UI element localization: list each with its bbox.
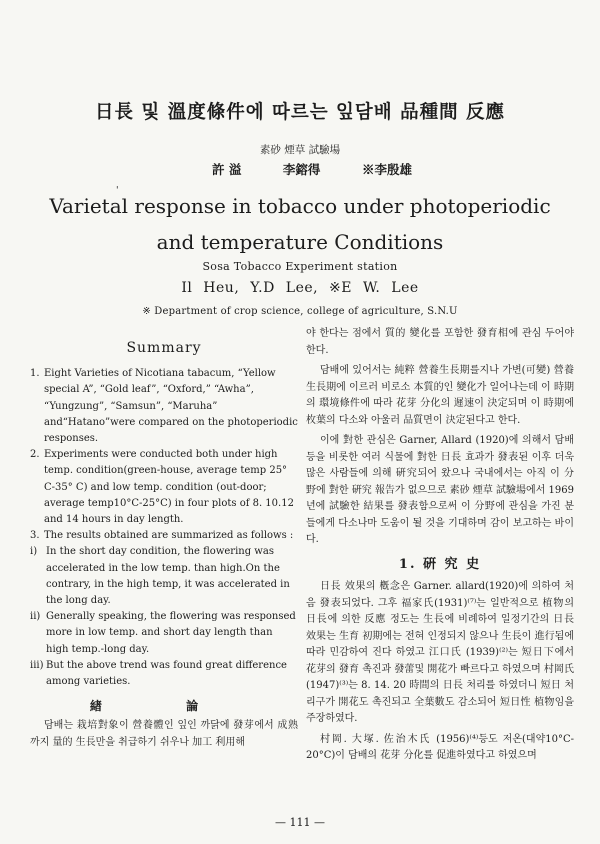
paragraph: 담배에 있어서는 純粹 營養生長期를지나 가변(可變) 營養生長期에 이르러 비로소 本質的인 變化가 일어나는데 이 時期의 環境條件에 따라 花芽 分化의 遲速이 決定되며 이 時期에 枚葉의 다소와 아울러 品質면이 決定된다고 한다. <box>306 365 574 426</box>
item-number: ii) <box>30 611 41 623</box>
affiliation-korean: 素砂 煙草 試驗場 <box>259 144 341 156</box>
author-1: 許 溢 <box>212 162 242 177</box>
list-item <box>30 658 298 690</box>
item-text: The results obtained are summarized as follows : <box>44 530 294 542</box>
right-column <box>306 326 574 769</box>
paragraph: 村岡. 大塚. 佐治木氏 (1956)⁽⁴⁾등도 저온(대약10°C-20°C)이 담배의 花芽 分化를 促進하였다고 하였으며 <box>306 733 574 761</box>
list-item <box>30 447 298 528</box>
item-number: iii) <box>30 659 44 671</box>
list-item <box>30 544 298 609</box>
title-english-line2: and temperature Conditions <box>156 230 444 254</box>
results-list <box>30 544 298 690</box>
authors-korean <box>212 160 412 178</box>
department-english: ※ Department of crop science, college of agriculture, S.N.U <box>142 306 458 317</box>
paragraph-continued: 야 한다는 점에서 質的 變化를 포함한 發育相에 관심 두어야 한다. <box>306 328 574 356</box>
corner-mark: ' <box>116 186 119 196</box>
item-text: In the short day condition, the flowering was accelerated in the low temp. than high.On the contrary, in the high temp, it was accelerated in the long day. <box>46 546 290 607</box>
title-english-line1: Varietal response in tobacco under photoperiodic <box>49 194 551 218</box>
authors-english: Il Heu, Y.D Lee, ※E W. Lee <box>181 280 419 296</box>
introduction-paragraph: 담배는 栽培對象이 營養體인 잎인 까닭에 發芽에서 成熟까지 量的 生長만을 취급하기 쉬우나 加工 利用해 <box>30 720 298 748</box>
author-2: 李鎔得 <box>282 162 321 177</box>
summary-heading: Summary <box>126 340 202 356</box>
affiliation-english: Sosa Tobacco Experiment station <box>202 260 398 273</box>
item-number: 1. <box>30 368 40 380</box>
item-text: Generally speaking, the flowering was responsed more in low temp. and short day length than high temp.-long day. <box>46 611 296 655</box>
item-number: 2. <box>30 449 40 461</box>
item-text: Experiments were conducted both under high temp. condition(green-house, average temp 25° C-35° C) and low temp. condition (out-door; average temp10°C-25°C) in four plots of 8. 10.12 and 14 hours in day length. <box>44 449 294 526</box>
paragraph: 이에 對한 관심은 Garner, Allard (1920)에 의해서 담배 등을 비롯한 여러 식물에 對한 日長 효과가 發表된 이후 더욱 많은 사람들에 의해 硏究되어 왔으나 국내에서는 아직 이 分野에 對한 硏究 報告가 없으므로 素砂 煙草 試驗場에서 1969년에 試驗한 結果를 發表함으로써 이 分野에 관심을 가진 분들에게 다소나마 도움이 될 것을 기대하며 감이 보고하는 바이다. <box>306 435 574 545</box>
item-number: 3. <box>30 530 40 542</box>
summary-list <box>30 366 298 544</box>
author-3: ※李殷雄 <box>361 162 412 177</box>
left-column <box>30 330 298 755</box>
title-english <box>0 188 600 260</box>
list-item <box>30 609 298 658</box>
item-text: Eight Varieties of Nicotiana tabacum, “Yellow special A”, “Gold leaf”, “Oxford,” “Awha”, “Yungzung”, “Samsun”, “Maruha” and“Hatano”were compared on the photoperiodic responses. <box>44 368 298 445</box>
item-number: i) <box>30 546 38 558</box>
item-text: But the above trend was found great difference among varieties. <box>46 659 287 688</box>
introduction-heading: 緖 論 <box>89 699 239 714</box>
paragraph: 日長 效果의 槪念은 Garner. allard(1920)에 의하여 처음 發表되었다. 그후 福家氏(1931)⁽⁷⁾는 일반적으로 植物의 日長에 의한 反應 정도는 生長에 비례하여 일정기간의 日長 效果는 生育 初期에는 전혀 인정되지 않으나 生長이 進行됨에 따라 민감하여 진다 하였고 江口氏 (1939)⁽²⁾는 短日下에서 花芽의 發育 촉진과 發蕾및 開花가 빠르다고 하였으며 村岡氏 (1947)⁽³⁾는 8. 14. 20 時間의 日長 처리를 하였더니 短日 처리구가 開花도 촉진되고 全葉數도 감소되어 短日性 植物임을 주장하였다. <box>306 581 574 724</box>
title-korean: 日長 및 溫度條件에 따르는 잎담배 品種間 反應 <box>94 102 506 123</box>
page-number: — 111 — <box>275 816 325 829</box>
list-item <box>30 528 298 544</box>
research-history-heading: 1. 硏 究 史 <box>398 556 482 572</box>
list-item <box>30 366 298 447</box>
